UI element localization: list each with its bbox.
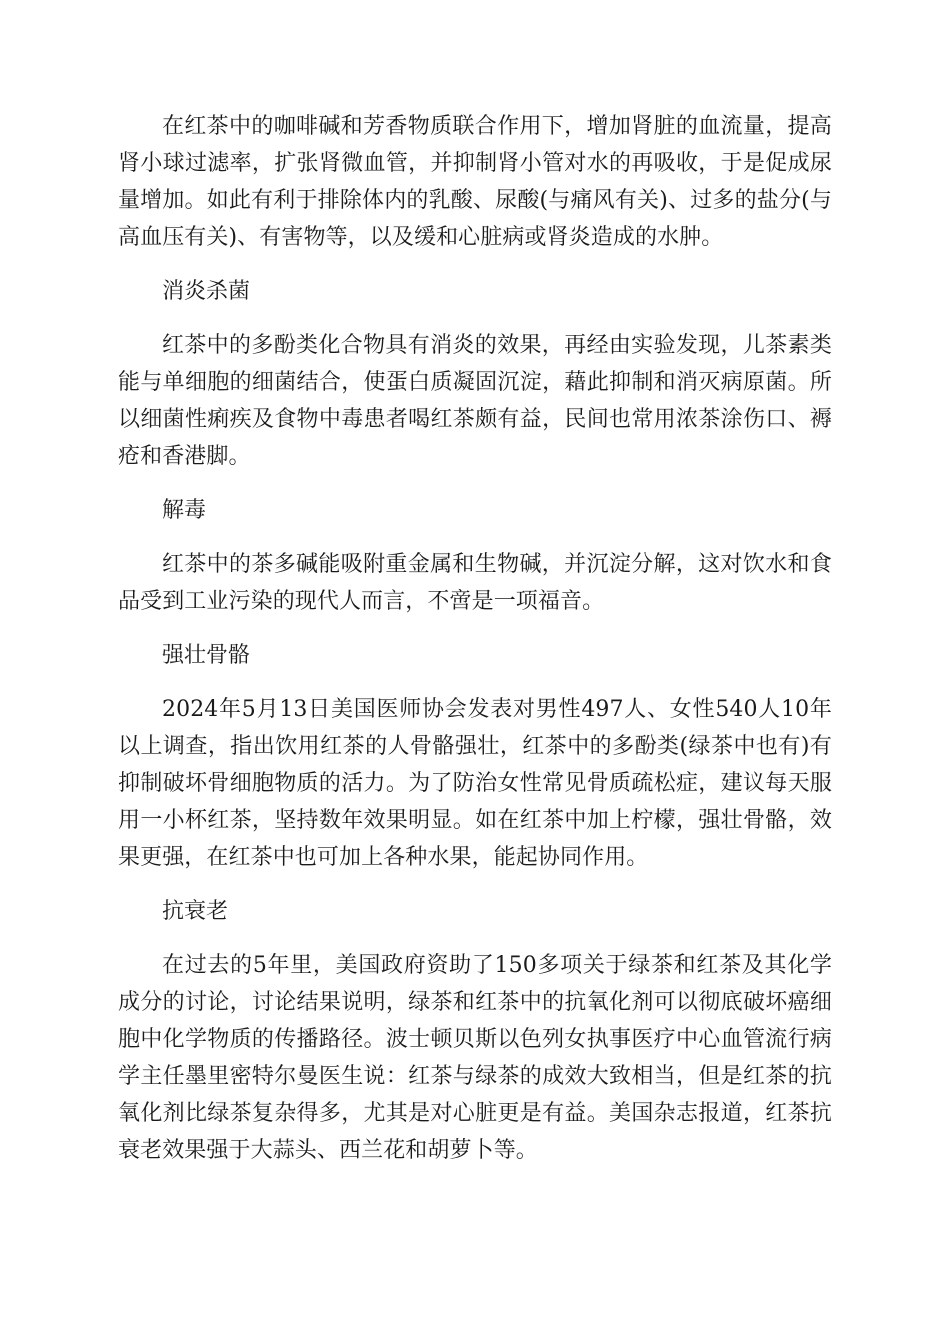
paragraph-diuresis: 在红茶中的咖啡碱和芳香物质联合作用下，增加肾脏的血流量，提高肾小球过滤率，扩张肾微血管，并抑制肾小管对水的再吸收，于是促成尿量增加。如此有利于排除体内的乳酸、尿酸(与痛风有关)、过多的盐分(与高血压有关)、有害物等，以及缓和心脏病或肾炎造成的水肿。: [118, 114, 832, 250]
section-heading-detox: 解毒: [162, 498, 207, 523]
paragraph-bones: 2024年5月13日美国医师协会发表对男性497人、女性540人10年以上调查，指出饮用红茶的人骨骼强壮，红茶中的多酚类(绿茶中也有)有抑制破坏骨细胞物质的活力。为了防治女性常见骨质疏松症，建议每天服用一小杯红茶，坚持数年效果明显。如在红茶中加上柠檬，强壮骨骼，效果更强，在红茶中也可加上各种水果，能起协同作用。: [118, 697, 832, 870]
paragraph-anti-inflammatory: 红茶中的多酚类化合物具有消炎的效果，再经由实验发现，儿茶素类能与单细胞的细菌结合，使蛋白质凝固沉淀，藉此抑制和消灭病原菌。所以细菌性痢疾及食物中毒患者喝红茶颇有益，民间也常用浓茶涂伤口、褥疮和香港脚。: [118, 333, 832, 469]
paragraph-detox: 红茶中的茶多碱能吸附重金属和生物碱，并沉淀分解，这对饮水和食品受到工业污染的现代人而言，不啻是一项福音。: [118, 552, 832, 614]
section-heading-bones: 强壮骨骼: [162, 643, 251, 668]
section-heading-anti-aging: 抗衰老: [162, 899, 229, 924]
section-heading-anti-inflammatory: 消炎杀菌: [162, 279, 251, 304]
paragraph-anti-aging: 在过去的5年里，美国政府资助了150多项关于绿茶和红茶及其化学成分的讨论，讨论结果说明，绿茶和红茶中的抗氧化剂可以彻底破坏癌细胞中化学物质的传播路径。波士顿贝斯以色列女执事医疗中心血管流行病学主任墨里密特尔曼医生说：红茶与绿茶的成效大致相当，但是红茶的抗氧化剂比绿茶复杂得多，尤其是对心脏更是有益。美国杂志报道，红茶抗衰老效果强于大蒜头、西兰花和胡萝卜等。: [118, 953, 832, 1163]
